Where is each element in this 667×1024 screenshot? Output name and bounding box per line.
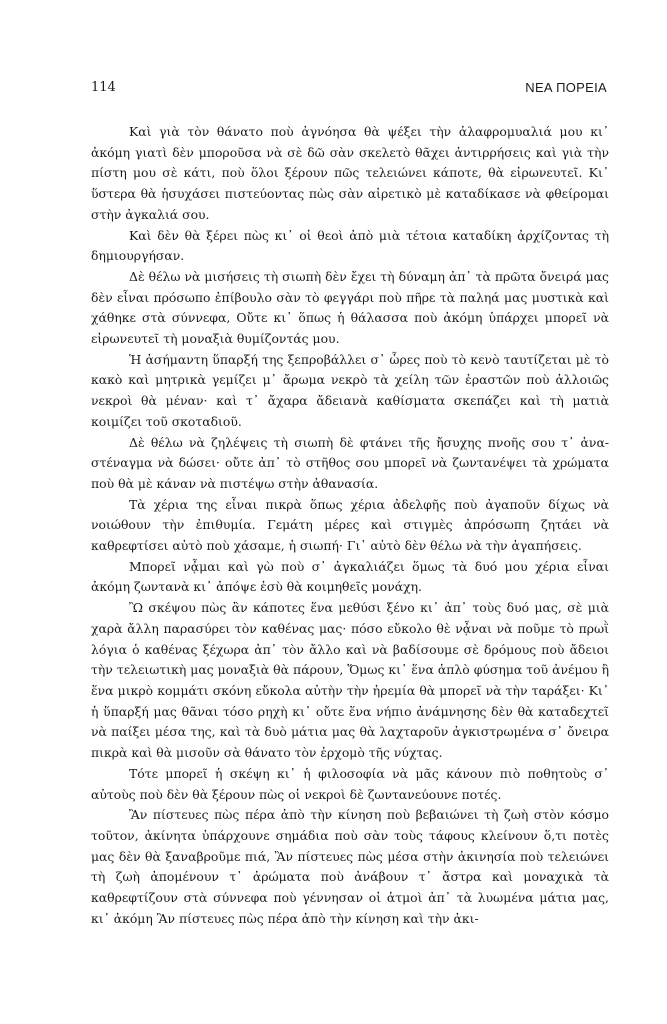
paragraph: Καὶ γιὰ τὸν θάνατο ποὺ ἀγνόησα θὰ ψέξει τὴν ἀλαφρομυαλιά μου κι᾿ ἀκόμη γιατὶ δὲν μποροῦσα νὰ σὲ δῶ σὰν σκελετὸ θᾶχει ἀντιρρήσεις καὶ γιὰ τὴν πίστη μου σὲ κάτι, ποὺ ὅλοι ξέρουν πῶς τελειώνει κάποτε, θὰ εἰρωνευτεῖ. Κι᾿ ὕστερα θὰ ἡσυχάσει πιστεύοντας πὼς σὰν αἱρετικὸ μὲ καταδίκασε νὰ φθείρομαι στὴν ἀγκαλιά σου. — [91, 124, 609, 222]
paragraph: Ὢ σκέψου πὼς ἂν κάποτες ἕνα μεθύσι ξένο κι᾿ ἀπ᾿ τοὺς δυό μας, σὲ μιὰ χαρὰ ἄλλη παρασύρει τὸν καθένας μας· πόσο εὔκολο θὲ νᾆναι νὰ ποῦμε τὸ πρωῒ λόγια ὁ καθένας ξέχωρα ἀπ᾿ τὸν ἄλλο καὶ νὰ βαδίσουμε σὲ δρόμους ποὺ ἄδειοι τὴν τελειωτικὴ μας μοναξιὰ θὰ πάρουν, Ὅμως κι᾿ ἕνα ἁπλὸ φύσημα τοῦ ἀνέμου ἢ ἕνα μικρὸ κομμάτι σκόνη εὔκολα αὐτὴν τὴν ἠρεμία θὰ μπορεῖ νὰ τὴν ταράξει· Κι᾿ ἡ ὕπαρξή μας θᾶναι τόσο ρηχὴ κι᾿ οὔτε ἕνα νήπιο ἀνάμνησης δὲν θὰ καταδεχτεῖ νὰ παίξει μέσα της, καὶ τὰ δυὸ μάτια μας θὰ λαχταροῦν ἀγκιστρωμένα σ᾿ ὄνειρα πικρὰ καὶ θὰ μισοῦν σὰ θάνατο τὸν ἐρχομὸ τῆς νύχτας. — [91, 600, 609, 761]
paragraph: Τότε μπορεῖ ἡ σκέψη κι᾿ ἡ φιλοσοφία νὰ μᾶς κάνουν πιὸ ποθητοὺς σ᾿ αὐτοὺς ποὺ δὲν θὰ ξέρουν πὼς οἱ νεκροὶ δὲ ζωντανεύουνε ποτές. — [91, 765, 609, 802]
page-number: 114 — [91, 80, 116, 95]
body-text — [91, 122, 609, 929]
paragraph: Δὲ θέλω νὰ ζηλέψεις τὴ σιωπὴ δὲ φτάνει τῆς ἤσυχης πνοῆς σου τ᾿ ἀναστέναγμα νὰ δώσει· οὔτε ἀπ᾿ τὸ στῆθος σου μπορεῖ νὰ ζωντανέψει τὰ χρώματα ποὺ θὰ μὲ κάναν νὰ πιστέψω στὴν ἀθανασία. — [91, 434, 609, 491]
paragraph: Ἡ ἀσήμαντη ὕπαρξή της ξεπροβάλλει σ᾿ ὧρες ποὺ τὸ κενὸ ταυτίζεται μὲ τὸ κακὸ καὶ μητρικὰ γεμίζει μ᾿ ἄρωμα νεκρὸ τὰ χείλη τῶν ἐραστῶν ποὺ ἀλλοιῶς νεκροὶ θὰ μέναν· καὶ τ᾿ ἄχαρα ἄδειανὰ καθίσματα σκεπάζει καὶ τὴ ματιὰ κοιμίζει τοῦ σκοταδιοῦ. — [91, 351, 609, 429]
paragraph: Τὰ χέρια της εἶναι πικρὰ ὅπως χέρια ἀδελφῆς ποὺ ἀγαποῦν δίχως νὰ νοιώθουν τὴν ἐπιθυμία. Γεμάτη μέρες καὶ στιγμὲς ἀπρόσωπη ζητάει νὰ καθρεφτίσει αὐτὸ ποὺ χάσαμε, ἡ σιωπή· Γι᾿ αὐτὸ δὲν θέλω νὰ τὴν ἀγαπήσεις. — [91, 496, 609, 554]
paragraph: Μπορεῖ νᾆμαι καὶ γὼ ποὺ σ᾿ ἀγκαλιάζει ὅμως τὰ δυό μου χέρια εἶναι ἀκόμη ζωντανὰ κι᾿ ἀπόψε ἐσὺ θὰ κοιμηθεῖς μονάχη. — [91, 558, 609, 595]
paragraph: Δὲ θέλω νὰ μισήσεις τὴ σιωπὴ δὲν ἔχει τὴ δύναμη ἀπ᾿ τὰ πρῶτα ὄνειρά μας δὲν εἶναι πρόσωπο ἐπίβουλο σὰν τὸ φεγγάρι ποὺ πῆρε τὰ παληά μας μυστικὰ καὶ χάθηκε στὰ σύννεφα, Οὔτε κι᾿ ὅπως ἡ θάλασσα ποὺ ἀκόμη ὑπάρχει μπορεῖ νὰ εἰρωνευτεῖ τὴ μοναξιὰ θυμίζοντάς μου. — [91, 268, 609, 347]
page-header — [91, 80, 607, 100]
running-title: ΝΕΑ ΠΟΡΕΙΑ — [525, 80, 607, 95]
paragraph: Καὶ δὲν θὰ ξέρει πὼς κι᾿ οἱ θεοὶ ἀπὸ μιὰ τέτοια καταδίκη ἀρχίζοντας τὴ δημιουργήσαν. — [91, 227, 609, 264]
paragraph: Ἂν πίστευες πὼς πέρα ἀπὸ τὴν κίνηση ποὺ βεβαιώνει τὴ ζωὴ στὸν κόσμο τοῦτον, ἀκίνητα ὑπάρχουνε σημάδια ποὺ σὰν τοὺς τάφους κλείνουν ὅ,τι ποτὲς μας δὲν θὰ ξαναβροῦμε πιά, Ἂν πίστευες πὼς μέσα στὴν ἀκινησία ποὺ τελειώνει τὴ ζωὴ ἀπομένουν τ᾿ ἀρώματα ποὺ ἀνάβουν τ᾿ ἄστρα καὶ μοναχικὰ τὰ καθρεφτίζουν στὰ σύννεφα ποὺ γέννησαν οἱ ἀτμοὶ ἀπ᾿ τὰ λυωμένα μάτια μας, κι᾿ ἀκόμη Ἂν πίστευες πὼς πέρα ἀπὸ τὴν κίνηση καὶ τὴν ἀκι- — [91, 807, 609, 926]
